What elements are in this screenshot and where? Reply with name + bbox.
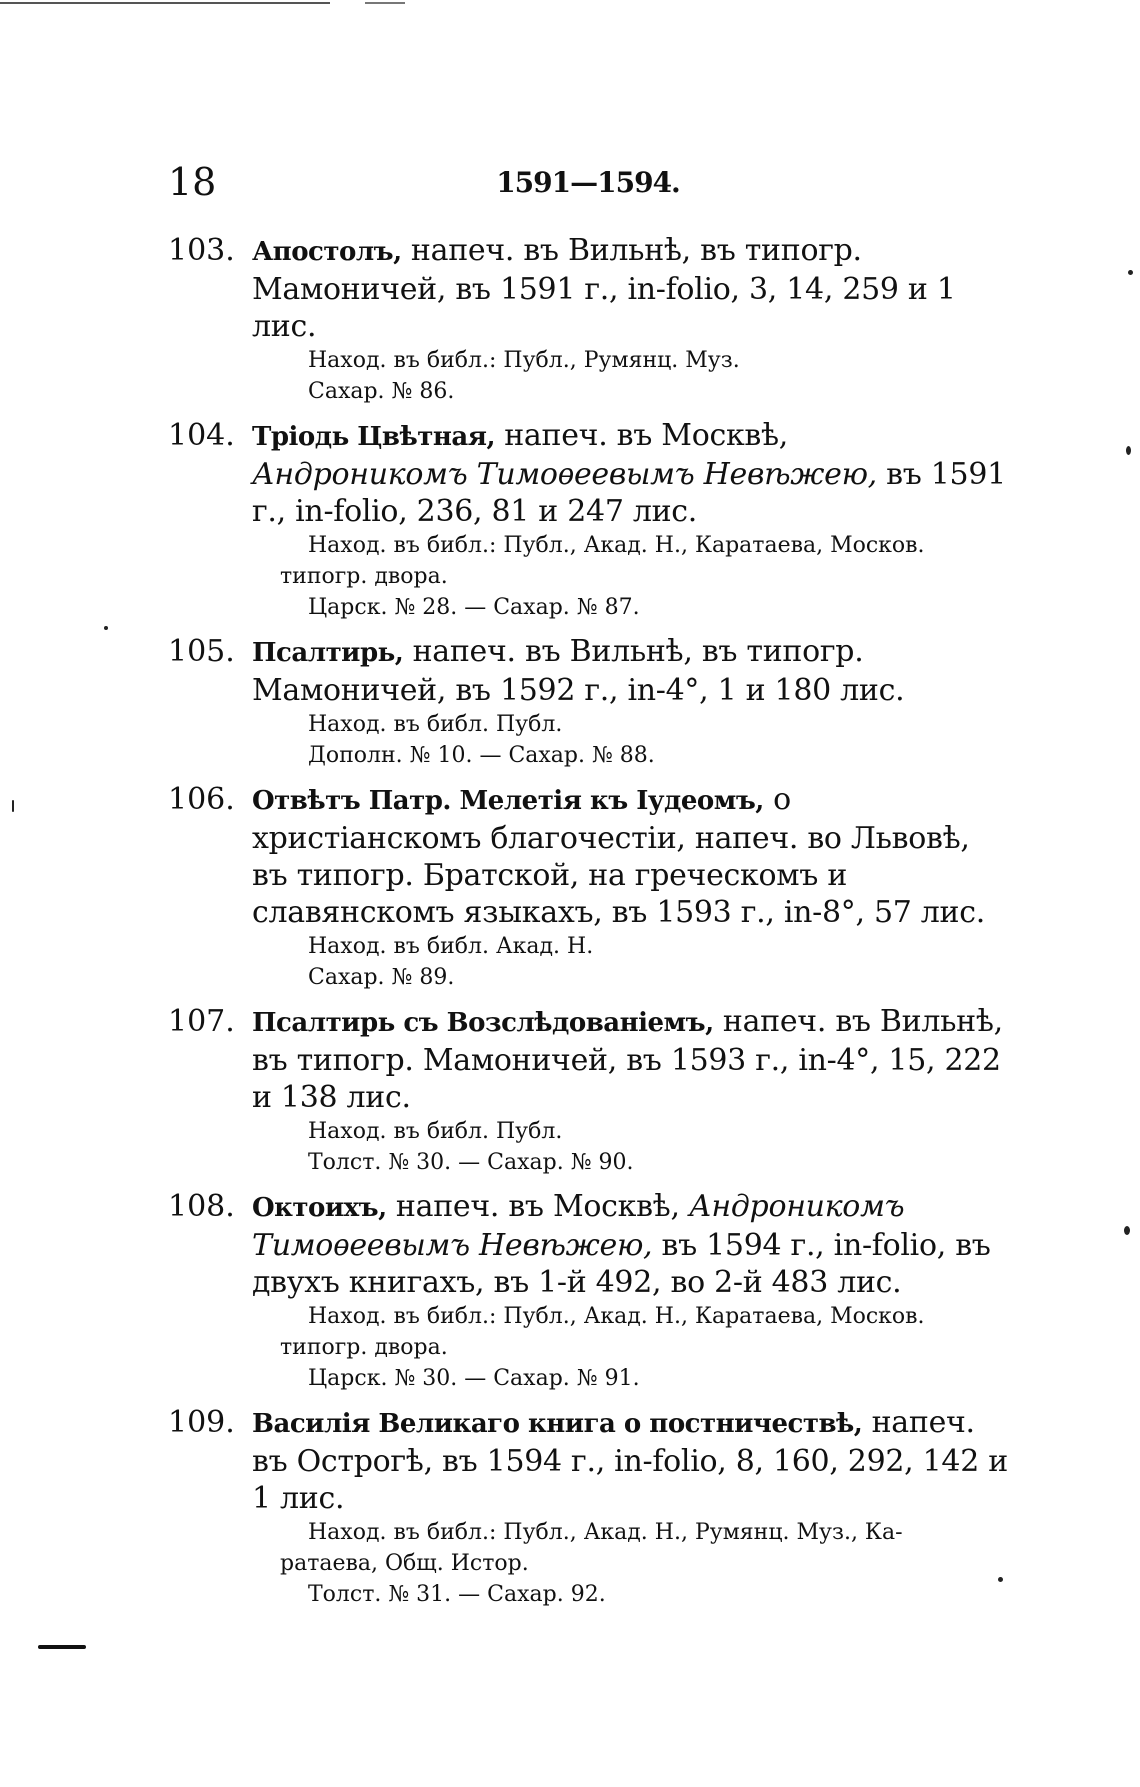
entry-description <box>252 1404 1012 1517</box>
bibliography-entries <box>168 232 1012 1620</box>
entry-text: напеч. въ Вильнѣ, въ типогр. Мамоничей, въ 1593 г., in-4°, 15, 222 и 138 лис. <box>252 1004 1003 1115</box>
entry-109 <box>168 1404 1012 1610</box>
reference-note: Царск. № 28. — Сахар. № 87. <box>308 595 640 620</box>
entry-title: Василія Великаго книга о постничествѣ, <box>252 1409 863 1439</box>
holdings-note-continued: типогр. двора. <box>280 564 448 589</box>
entry-105 <box>168 633 1012 771</box>
holdings-note: Наход. въ библ.: Публ., Акад. Н., Каратаева, Москов. <box>308 533 925 558</box>
entry-number: 109. <box>168 1405 235 1440</box>
margin-mark <box>38 1645 86 1649</box>
margin-speck <box>1128 270 1133 275</box>
entry-printer-italic: Андроникомъ Тимоѳеевымъ Невѣжею, <box>252 457 877 492</box>
entry-notes <box>280 530 1012 623</box>
reference-note: Сахар. № 86. <box>308 379 455 404</box>
entry-notes <box>280 1301 1012 1394</box>
running-head: 1591—1594. <box>496 166 680 199</box>
holdings-note: Наход. въ библ.: Публ., Акад. Н., Румянц. Муз., Ка- <box>308 1520 903 1545</box>
entry-notes <box>280 1517 1012 1610</box>
entry-number: 106. <box>168 782 235 817</box>
margin-speck <box>104 626 108 630</box>
holdings-note: Наход. въ библ. Публ. <box>308 712 563 737</box>
entry-description <box>252 232 1012 345</box>
entry-notes <box>308 345 1012 407</box>
holdings-note-continued: типогр. двора. <box>280 1335 448 1360</box>
entry-number: 108. <box>168 1189 235 1224</box>
entry-104 <box>168 417 1012 623</box>
entry-text: напеч. въ Вильнѣ, въ типогр. Мамоничей, въ 1591 г., in-folio, 3, 14, 259 и 1 лис. <box>252 233 956 344</box>
margin-speck <box>1126 446 1131 455</box>
entry-text: о христіанскомъ благочестіи, напеч. во Львовѣ, въ типогр. Братской, на греческомъ и славянскомъ языкахъ, въ 1593 г., in-8°, 57 лис. <box>252 782 985 930</box>
page-number: 18 <box>168 160 217 204</box>
entry-text: напеч. въ Москвѣ, <box>495 418 789 453</box>
entry-description <box>252 781 1012 931</box>
entry-number: 105. <box>168 634 235 669</box>
reference-note: Толст. № 30. — Сахар. № 90. <box>308 1150 634 1175</box>
reference-note: Дополн. № 10. — Сахар. № 88. <box>308 743 655 768</box>
entry-107 <box>168 1003 1012 1178</box>
reference-note: Царск. № 30. — Сахар. № 91. <box>308 1366 640 1391</box>
entry-title: Тріодь Цвѣтная, <box>252 422 495 452</box>
entry-title: Псалтирь, <box>252 638 404 668</box>
entry-106 <box>168 781 1012 993</box>
entry-number: 103. <box>168 233 235 268</box>
entry-notes <box>308 1116 1012 1178</box>
margin-speck <box>12 800 14 812</box>
entry-text: напеч. въ Острогѣ, въ 1594 г., in-folio, 8, 160, 292, 142 и 1 лис. <box>252 1405 1008 1516</box>
reference-note: Сахар. № 89. <box>308 965 455 990</box>
page-header <box>168 160 1008 210</box>
holdings-note-continued: ратаева, Общ. Истор. <box>280 1551 529 1576</box>
entry-description <box>252 1003 1012 1116</box>
entry-description <box>252 633 1012 709</box>
entry-description <box>252 1188 1012 1301</box>
holdings-note: Наход. въ библ. Акад. Н. <box>308 934 594 959</box>
holdings-note: Наход. въ библ.: Публ., Румянц. Муз. <box>308 348 740 373</box>
entry-text: напеч. въ Вильнѣ, въ типогр. Мамоничей, въ 1592 г., in-4°, 1 и 180 лис. <box>252 634 905 708</box>
entry-108 <box>168 1188 1012 1394</box>
entry-title: Октоихъ, <box>252 1193 387 1223</box>
top-edge-rule-fragment <box>365 2 405 4</box>
entry-number: 104. <box>168 418 235 453</box>
entry-text-continued: въ 1591 г., in-folio, 236, 81 и 247 лис. <box>252 457 1006 529</box>
entry-text-continued: въ 1594 г., in-folio, въ двухъ книгахъ, въ 1-й 492, во 2-й 483 лис. <box>252 1228 991 1300</box>
holdings-note: Наход. въ библ. Публ. <box>308 1119 563 1144</box>
margin-speck <box>1124 1226 1130 1235</box>
reference-note: Толст. № 31. — Сахар. 92. <box>308 1582 606 1607</box>
entry-title: Апостолъ, <box>252 237 402 267</box>
entry-number: 107. <box>168 1004 235 1039</box>
entry-notes <box>308 931 1012 993</box>
entry-text: напеч. въ Москвѣ, <box>386 1189 689 1224</box>
holdings-note: Наход. въ библ.: Публ., Акад. Н., Каратаева, Москов. <box>308 1304 925 1329</box>
top-edge-rule <box>0 2 330 4</box>
entry-title: Отвѣтъ Патр. Мелетія къ Іудеомъ, <box>252 786 764 816</box>
entry-description <box>252 417 1012 530</box>
entry-103 <box>168 232 1012 407</box>
entry-notes <box>308 709 1012 771</box>
entry-title: Псалтирь съ Возслѣдованіемъ, <box>252 1008 714 1038</box>
entry-printer-italic: Андроникомъ Тимоѳеевымъ Невѣжею, <box>252 1189 905 1263</box>
